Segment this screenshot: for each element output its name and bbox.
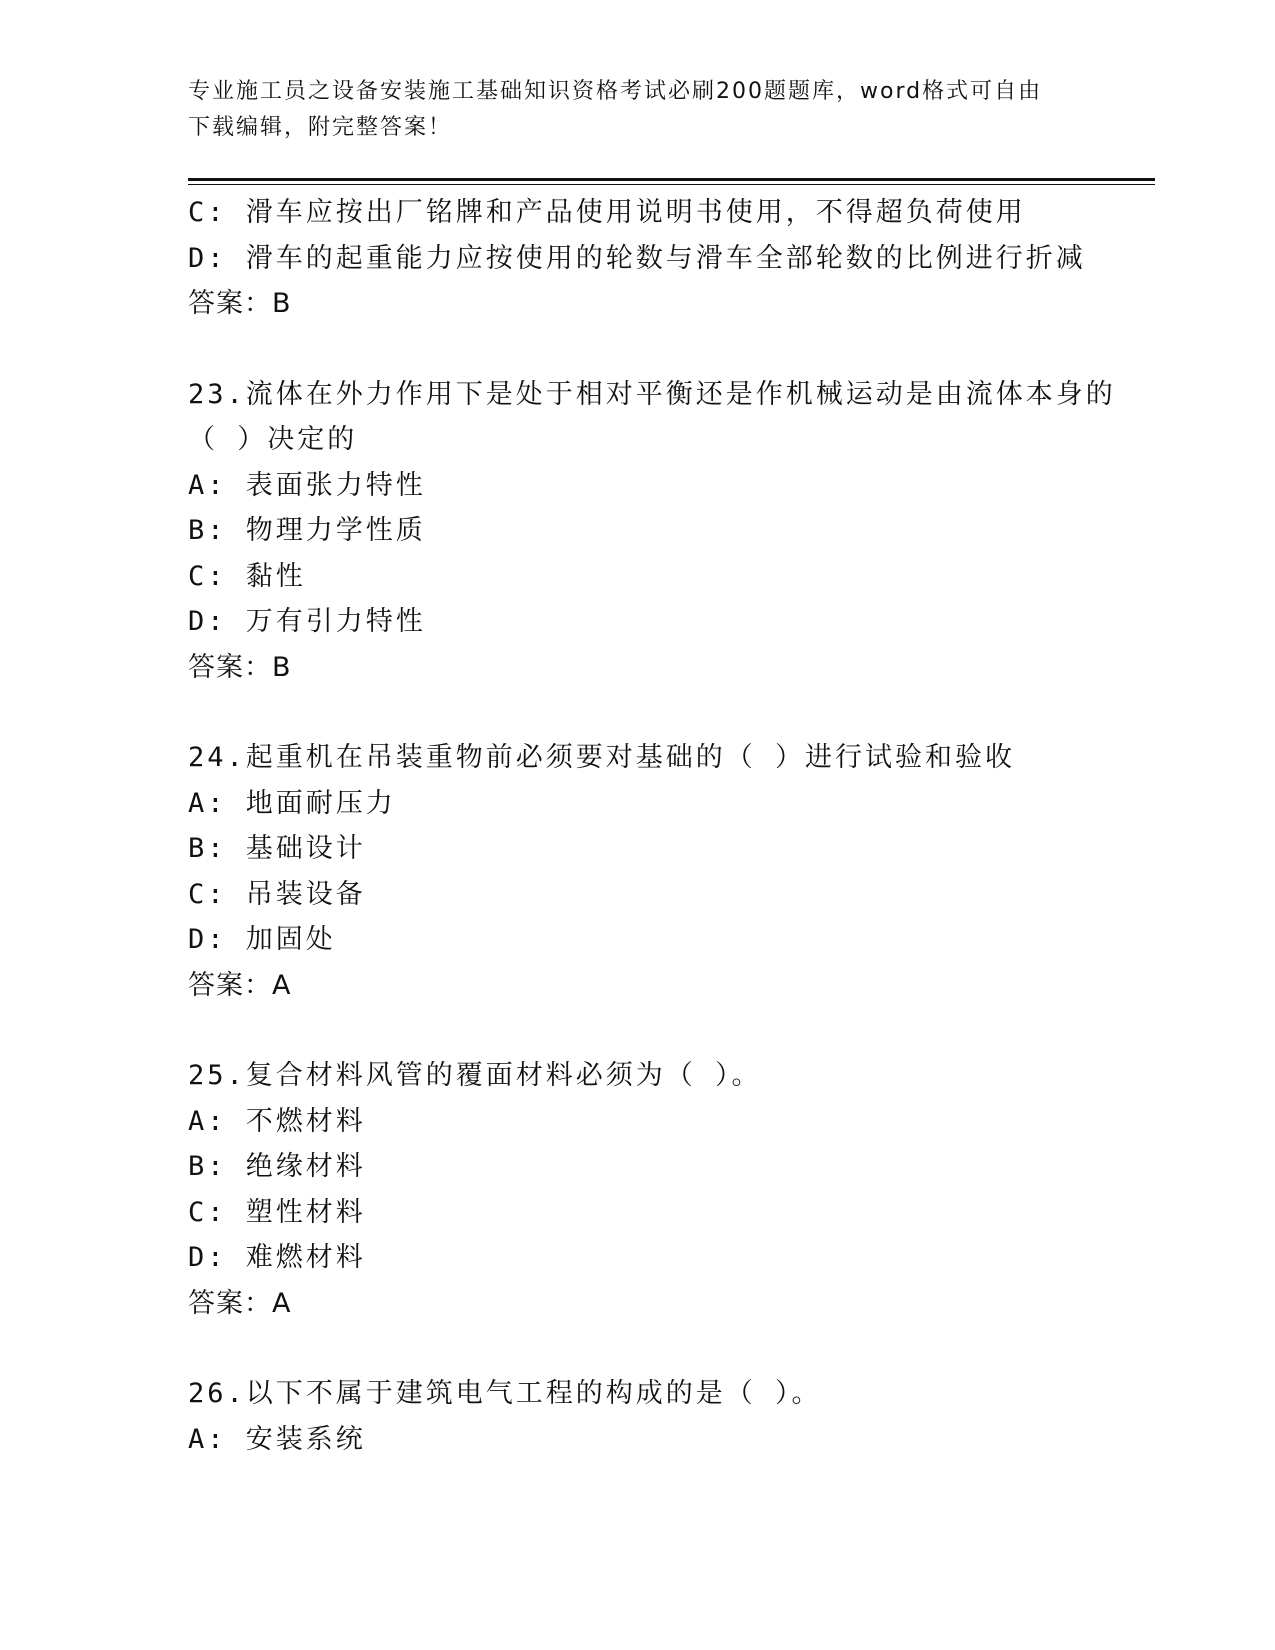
document-header: [188, 74, 1068, 146]
option-b: B: 绝缘材料: [188, 1151, 366, 1182]
option-c: C: 塑性材料: [188, 1196, 366, 1228]
document-body: [188, 190, 1116, 1462]
option-c: C: 吊装设备: [188, 878, 366, 910]
question-26: [188, 1371, 1088, 1462]
question-25: [188, 1053, 1088, 1326]
spacer: [188, 1008, 1088, 1053]
option-d: D: 加固处: [188, 924, 336, 955]
option-c: C: 滑车应按出厂铭牌和产品使用说明书使用，不得超负荷使用: [188, 197, 1026, 228]
option-d: D: 滑车的起重能力应按使用的轮数与滑车全部轮数的比例进行折减: [188, 242, 1086, 274]
option-b: B: 物理力学性质: [188, 515, 426, 546]
option-a: A: 不燃材料: [188, 1105, 366, 1137]
question-stem: 24.起重机在吊装重物前必须要对基础的（ ）进行试验和验收: [188, 742, 1016, 773]
header-line-1: 专业施工员之设备安装施工基础知识资格考试必刷200题题库，word格式可自由: [188, 79, 1043, 104]
option-a: A: 安装系统: [188, 1423, 366, 1455]
spacer: [188, 1326, 1088, 1371]
option-b: B: 基础设计: [188, 833, 366, 864]
option-a: A: 地面耐压力: [188, 787, 396, 819]
question-23: [188, 372, 1116, 691]
answer: 答案：A: [188, 969, 292, 1001]
answer: 答案：B: [188, 288, 292, 319]
option-a: A: 表面张力特性: [188, 469, 426, 501]
option-d: D: 万有引力特性: [188, 606, 426, 637]
question-24: [188, 735, 1088, 1008]
answer: 答案：B: [188, 651, 292, 683]
question-stem-continued: （ ）决定的: [188, 424, 358, 455]
question-stem: 23.流体在外力作用下是处于相对平衡还是作机械运动是由流体本身的: [188, 378, 1116, 410]
header-line-2: 下载编辑，附完整答案！: [188, 115, 453, 140]
option-c: C: 黏性: [188, 560, 306, 592]
answer: 答案：A: [188, 1287, 292, 1319]
header-divider-thick: [188, 178, 1155, 181]
question-stem: 26.以下不属于建筑电气工程的构成的是（ ）。: [188, 1378, 822, 1409]
question-stem: 25.复合材料风管的覆面材料必须为（ ）。: [188, 1060, 762, 1091]
spacer: [188, 690, 1088, 735]
spacer: [188, 327, 1088, 372]
header-divider-thin: [188, 184, 1155, 185]
option-d: D: 难燃材料: [188, 1242, 366, 1273]
question-22-tail: [188, 190, 1088, 327]
